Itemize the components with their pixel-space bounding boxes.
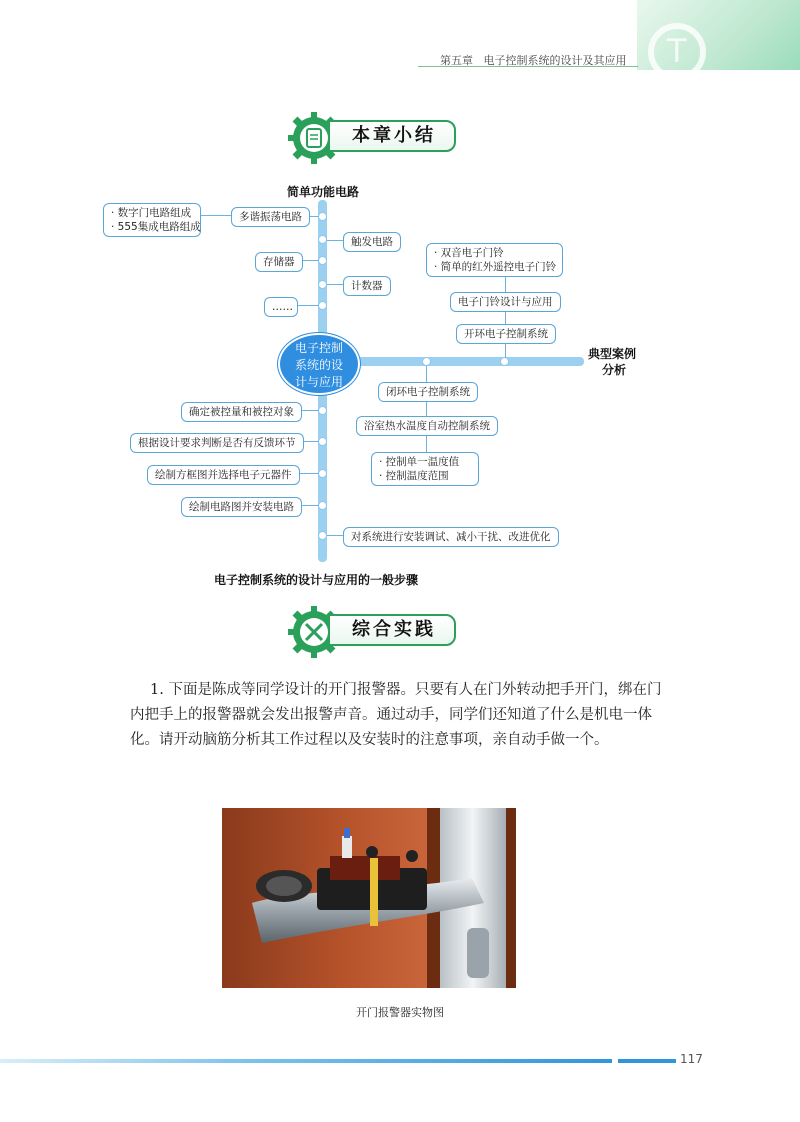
node-multivibrator: 多谐振荡电路 xyxy=(231,207,310,227)
door-alarm-photo xyxy=(222,808,516,988)
svg-text:T: T xyxy=(667,32,687,70)
list-item: · 控制温度范围 xyxy=(379,470,449,482)
center-node: 电子控制 系统的设 计与应用 xyxy=(278,333,360,395)
axis-dot xyxy=(318,301,327,310)
step-4: 绘制电路图并安装电路 xyxy=(181,497,302,517)
node-closed-loop: 闭环电子控制系统 xyxy=(378,382,478,402)
axis-dot xyxy=(318,531,327,540)
door-handle-illustration xyxy=(222,808,516,988)
bottom-label: 电子控制系统的设计与应用的一般步骤 xyxy=(214,573,419,587)
node-ellipsis: …… xyxy=(264,297,298,317)
chapter-label: 第五章 xyxy=(440,54,473,67)
node-storage: 存储器 xyxy=(255,252,303,272)
photo-caption: 开门报警器实物图 xyxy=(356,1006,444,1019)
header-corner-decoration xyxy=(637,0,800,70)
doorbell-group xyxy=(426,243,563,277)
axis-dot xyxy=(318,437,327,446)
axis-dot xyxy=(422,357,431,366)
digital-gate-group xyxy=(103,203,201,237)
right-label-line1: 典型案例 xyxy=(588,347,637,361)
axis-dot xyxy=(318,235,327,244)
list-item: · 555集成电路组成 xyxy=(111,221,201,233)
step-final: 对系统进行安装调试、减小干扰、改进优化 xyxy=(343,527,559,547)
list-item: · 双音电子门铃 xyxy=(434,247,504,259)
list-item: · 控制单一温度值 xyxy=(379,456,460,468)
practice-heading: 综合实践 xyxy=(328,614,456,646)
footer-bar-accent xyxy=(618,1059,676,1063)
node-counter: 计数器 xyxy=(343,276,391,296)
right-label-line2: 分析 xyxy=(602,363,627,377)
list-item: · 数字门电路组成 xyxy=(111,207,192,219)
node-doorbell-design: 电子门铃设计与应用 xyxy=(450,292,561,312)
temp-group xyxy=(371,452,479,486)
practice-paragraph: 1. 下面是陈成等同学设计的开门报警器。只要有人在门外转动把手开门，绑在门内把手上的报警器就会发出报警声音。通过动手，同学们还知道了什么是机电一体化。请开动脑筋分析其工作过程以及安装时的注意事项，亲自动手做一个。 xyxy=(130,682,662,748)
summary-heading: 本章小结 xyxy=(328,120,456,152)
step-1: 确定被控量和被控对象 xyxy=(181,402,302,422)
axis-dot xyxy=(318,256,327,265)
page-number: 117 xyxy=(680,1052,703,1066)
axis-dot xyxy=(318,406,327,415)
axis-dot xyxy=(318,501,327,510)
node-trigger: 触发电路 xyxy=(343,232,401,252)
axis-dot xyxy=(318,469,327,478)
step-2: 根据设计要求判断是否有反馈环节 xyxy=(130,433,304,453)
horizontal-axis xyxy=(322,357,584,366)
running-header xyxy=(440,52,627,68)
node-bath-system: 浴室热水温度自动控制系统 xyxy=(356,416,498,436)
gear-watermark-icon xyxy=(637,0,800,70)
node-open-loop: 开环电子控制系统 xyxy=(456,324,556,344)
axis-dot xyxy=(318,212,327,221)
chapter-title: 电子控制系统的设计及其应用 xyxy=(483,54,627,67)
step-3: 绘制方框图并选择电子元器件 xyxy=(147,465,300,485)
footer-bar xyxy=(0,1059,612,1063)
top-label: 简单功能电路 xyxy=(287,185,360,199)
axis-dot xyxy=(318,280,327,289)
list-item: · 简单的红外遥控电子门铃 xyxy=(434,261,557,273)
axis-dot xyxy=(500,357,509,366)
